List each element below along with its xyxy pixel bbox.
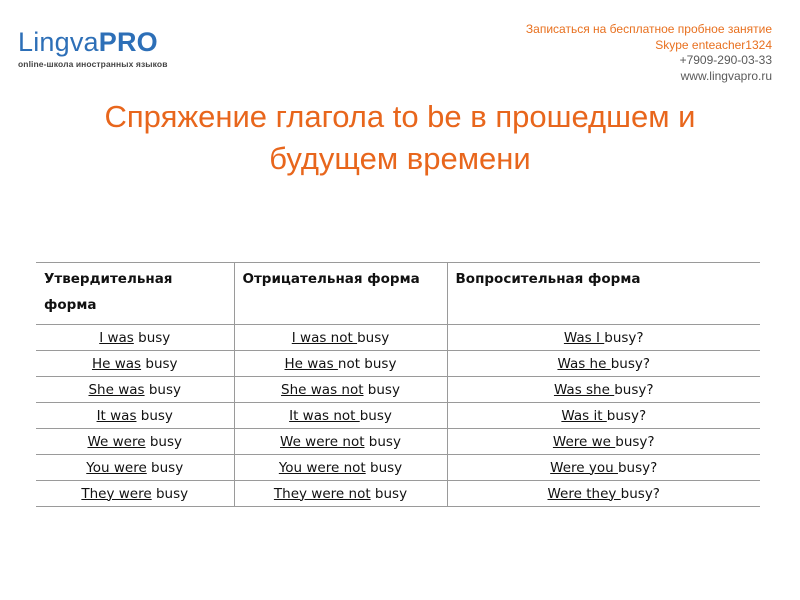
underlined-verb: Were they: [547, 485, 621, 502]
rest-text: busy?: [606, 407, 647, 424]
cell-negative: [234, 481, 447, 507]
cell-interrogative: [447, 455, 760, 481]
cell-interrogative: [447, 377, 760, 403]
page-title: [0, 96, 800, 180]
conjugation-table: [36, 262, 760, 507]
rest-text: busy: [136, 407, 173, 424]
underlined-verb: She was: [88, 381, 145, 398]
cell-negative: [234, 455, 447, 481]
underlined-verb: I was: [99, 329, 134, 346]
header-interrogative: Вопросительная форма: [447, 263, 760, 325]
underlined-verb: Was he: [557, 355, 611, 372]
cell-negative: [234, 325, 447, 351]
table-row: [36, 429, 760, 455]
table-row: [36, 455, 760, 481]
underlined-verb: She was not: [281, 381, 364, 398]
rest-text: busy?: [615, 433, 655, 450]
cell-interrogative: [447, 403, 760, 429]
underlined-verb: He was: [284, 355, 338, 372]
header-negative: Отрицательная форма: [234, 263, 447, 325]
cell-affirmative: [36, 377, 234, 403]
underlined-verb: You were: [86, 459, 147, 476]
table-row: [36, 403, 760, 429]
title-line-2: будущем времени: [269, 141, 531, 176]
cell-negative: [234, 403, 447, 429]
table-row: [36, 351, 760, 377]
table-row: [36, 481, 760, 507]
rest-text: not busy: [337, 355, 397, 372]
table-header-row: [36, 263, 760, 325]
rest-text: busy?: [610, 355, 651, 372]
rest-text: busy: [151, 485, 189, 502]
title-line-1: Спряжение глагола to be в прошедшем и: [104, 99, 696, 134]
rest-text: busy?: [617, 459, 658, 476]
logo-tagline: online-школа иностранных языков: [18, 59, 168, 69]
rest-text: busy: [133, 329, 171, 346]
cell-affirmative: [36, 429, 234, 455]
rest-text: busy?: [620, 485, 660, 502]
header-affirmative: Утвердительная форма: [36, 263, 234, 325]
signup-link[interactable]: Записаться на бесплатное пробное занятие: [525, 22, 772, 36]
cell-negative: [234, 429, 447, 455]
cell-interrogative: [447, 429, 760, 455]
logo: [18, 26, 168, 69]
cell-affirmative: [36, 455, 234, 481]
cell-affirmative: [36, 325, 234, 351]
skype-contact: Skype enteacher1324: [655, 37, 772, 52]
rest-text: busy: [359, 407, 392, 424]
underlined-verb: We were not: [280, 433, 365, 450]
cell-negative: [234, 377, 447, 403]
underlined-verb: They were not: [273, 485, 371, 502]
rest-text: busy: [364, 433, 401, 450]
phone-number: +7909-290-03-33: [679, 53, 772, 67]
underlined-verb: It was: [96, 407, 137, 424]
rest-text: busy?: [604, 329, 644, 346]
underlined-verb: Was I: [563, 329, 605, 346]
cell-interrogative: [447, 351, 760, 377]
rest-text: busy: [141, 355, 178, 372]
cell-negative: [234, 351, 447, 377]
underlined-verb: You were not: [278, 459, 366, 476]
rest-text: busy: [357, 329, 390, 346]
table-row: [36, 377, 760, 403]
cell-affirmative: [36, 481, 234, 507]
underlined-verb: They were: [81, 485, 152, 502]
underlined-verb: Were you: [550, 459, 618, 476]
underlined-verb: Was she: [553, 381, 615, 398]
cell-affirmative: [36, 351, 234, 377]
underlined-verb: Was it: [561, 407, 607, 424]
website-link[interactable]: www.lingvapro.ru: [680, 68, 772, 83]
underlined-verb: It was not: [289, 407, 360, 424]
rest-text: busy: [365, 459, 403, 476]
underlined-verb: He was: [91, 355, 142, 372]
cell-interrogative: [447, 481, 760, 507]
underlined-verb: Were we: [552, 433, 616, 450]
cell-affirmative: [36, 403, 234, 429]
rest-text: busy: [146, 459, 184, 476]
rest-text: busy?: [614, 381, 654, 398]
rest-text: busy: [370, 485, 408, 502]
rest-text: busy: [363, 381, 400, 398]
logo-wordmark: LingvaPRO: [18, 27, 158, 57]
underlined-verb: We were: [87, 433, 146, 450]
rest-text: busy: [145, 433, 182, 450]
contact-block: [526, 22, 772, 84]
table-row: [36, 325, 760, 351]
underlined-verb: I was not: [291, 329, 358, 346]
rest-text: busy: [144, 381, 182, 398]
cell-interrogative: [447, 325, 760, 351]
